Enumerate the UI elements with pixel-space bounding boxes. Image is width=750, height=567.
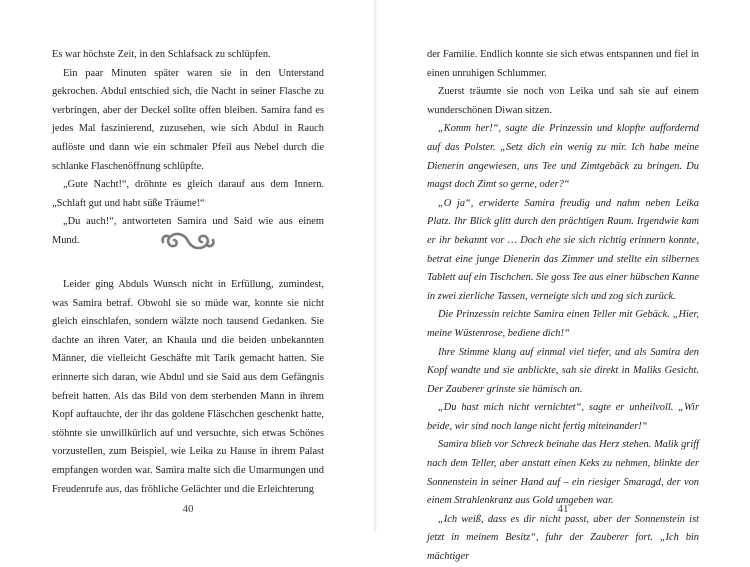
paragraph: „Gute Nacht!“, dröhnte es gleich darauf aus dem Innern. „Schlaft gut und habt süße Träume!“ [52,179,324,209]
paragraph: Ihre Stimme klang auf einmal viel tiefer, und als Samira den Kopf wandte und sie anblickte, sah sie direkt in Maliks Gesicht. Der Zauberer grinste sie hämisch an. [427,346,699,395]
left-page [0,0,375,532]
page-number-right: 41 [557,503,569,515]
right-page-text [427,46,699,567]
paragraph: der Familie. Endlich konnte sie sich etwas entspannen und fiel in einen unruhigen Schlummer. [427,49,699,79]
paragraph: Zuerst träumte sie noch von Leika und sah sie auf einem wunderschönen Diwan sitzen. [427,86,699,116]
paragraph: Es war höchste Zeit, in den Schlafsack zu schlüpfen. [52,49,271,60]
ornament [52,225,324,257]
page-number-left: 40 [182,503,194,515]
paragraph: „Komm her!“, sagte die Prinzessin und klopfte auffordernd auf das Polster. „Setz dich ein wenig zu mir. Ich habe meine Dienerin angewiesen, uns Tee und Zimtgebäck zu bringen. Du magst doch Zimt so gerne, oder?“ [427,123,699,191]
paragraph: „Du auch!“, antworteten Samira und Said wie aus einem Mund. [52,216,324,246]
left-page-text-top [52,46,324,251]
paragraph: „O ja“, erwiderte Samira freudig und nahm neben Leika Platz. Ihr Blick glitt durch den prächtigen Raum. Irgendwie kam er ihr bekannt vor … Doch ehe sie sich richtig erinnern konnte, betrat eine junge Dienerin das Zimmer und stellte ein silbernes Tablett auf ein Tischchen. Sie goss Tee aus einer hübschen Kanne in zwei zierliche Tassen, verneigte sich und zog sich zurück. [427,197,699,302]
paragraph: „Du hast mich nicht vernichtet“, sagte er unheilvoll. „Wir beide, wir sind noch lange nicht fertig miteinander!“ [427,402,699,432]
paragraph: „Ich weiß, dass es dir nicht passt, aber der Sonnenstein ist jetzt in meinem Besitz“, fuhr der Zauberer fort. „Ich bin mächtiger [427,513,699,563]
paragraph: Die Prinzessin reichte Samira einen Teller mit Gebäck. „Hier, meine Wüstenrose, bediene dich!“ [427,309,699,339]
paragraph: Ein paar Minuten später waren sie in den Unterstand gekrochen. Abdul entschied sich, die Nacht in seiner Flasche zu verbringen, aber der Deckel sollte offen bleiben. Samira fand es jedes Mal faszinierend, zuzusehen, wie sich Abdul in Rauch auflöste und dann wie ein schmaler Pfeil aus Nebel durch die schlanke Flaschenöffnung schlüpfte. [52,67,324,172]
left-page-text-bottom [52,276,324,499]
swirl-ornament-icon [159,228,217,254]
paragraph: Leider ging Abduls Wunsch nicht in Erfüllung, zumindest, was Samira betraf. Obwohl sie so müde war, konnte sie nicht gleich einschlafen, sondern wälzte noch tausend Gedanken. Sie dachte an ihren Vater, an Khaula und die beiden unbekannten Männer, die vielleicht Geschäfte mit Tarik gemacht hatten. Sie erinnerte sich daran, wie Abdul und sie Said aus dem Gefängnis befreit hatten. Als das Bild von dem sterbenden Mann in ihrem Kopf auftauchte, der ihr das goldene Fläschchen geschenkt hatte, stöhnte sie unwillkürlich auf und versuchte, sich etwas Schönes vorzustellen, zum Beispiel, wie Leika zu Hause in ihrem Palast empfangen worden war. Samira malte sich die Umarmungen und Freudenrufe aus, das fröhliche Gelächter und die Erleichterung [52,279,324,495]
right-page [375,0,750,563]
paragraph: Samira blieb vor Schreck beinahe das Herz stehen. Malik griff nach dem Teller, aber anstatt einen Keks zu nehmen, blinkte der Sonnenstein in seiner Hand auf – ein riesiger Smaragd, der von einem Strahlenkranz aus Gold umgeben war. [427,439,699,507]
